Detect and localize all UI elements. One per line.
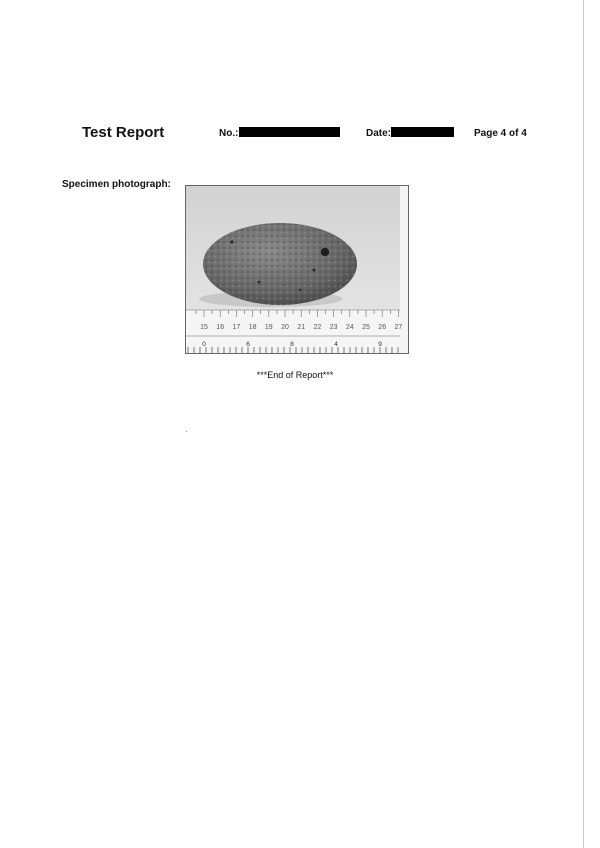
ruler-bottom-number: 0 [202, 341, 206, 348]
ruler-number: 15 [200, 324, 208, 331]
ruler-number: 17 [232, 324, 241, 331]
ruler-number: 23 [329, 324, 338, 331]
page-number: Page 4 of 4 [474, 128, 527, 139]
ruler-bottom-number: 4 [334, 341, 338, 348]
ruler-bottom-number: 6 [246, 341, 250, 348]
ruler-number: 27 [394, 324, 403, 331]
ruler-bottom-number: 8 [290, 341, 294, 348]
ruler-number: 25 [362, 324, 370, 331]
ruler-number: 20 [281, 324, 289, 331]
date-redaction [391, 127, 454, 137]
ruler-number: 24 [345, 324, 354, 331]
report-number-label: No.: [219, 128, 239, 139]
specimen-photograph [185, 185, 409, 354]
page-edge-line [583, 0, 584, 848]
ruler-number: 19 [264, 324, 273, 331]
ruler-number: 16 [216, 324, 225, 331]
ruler-number: 18 [248, 324, 257, 331]
report-title: Test Report [82, 124, 165, 141]
ruler-bottom-number: 9 [378, 341, 382, 348]
date-label: Date: [366, 128, 392, 139]
ruler-number: 26 [378, 324, 387, 331]
scan-speck [186, 431, 187, 432]
specimen-photo-image [186, 186, 408, 353]
ruler-number: 21 [297, 324, 306, 331]
ruler-number: 22 [313, 324, 322, 331]
end-of-report: ***End of Report*** [256, 370, 334, 380]
specimen-photograph-label: Specimen photograph: [62, 179, 171, 190]
report-number-redaction [239, 127, 340, 137]
